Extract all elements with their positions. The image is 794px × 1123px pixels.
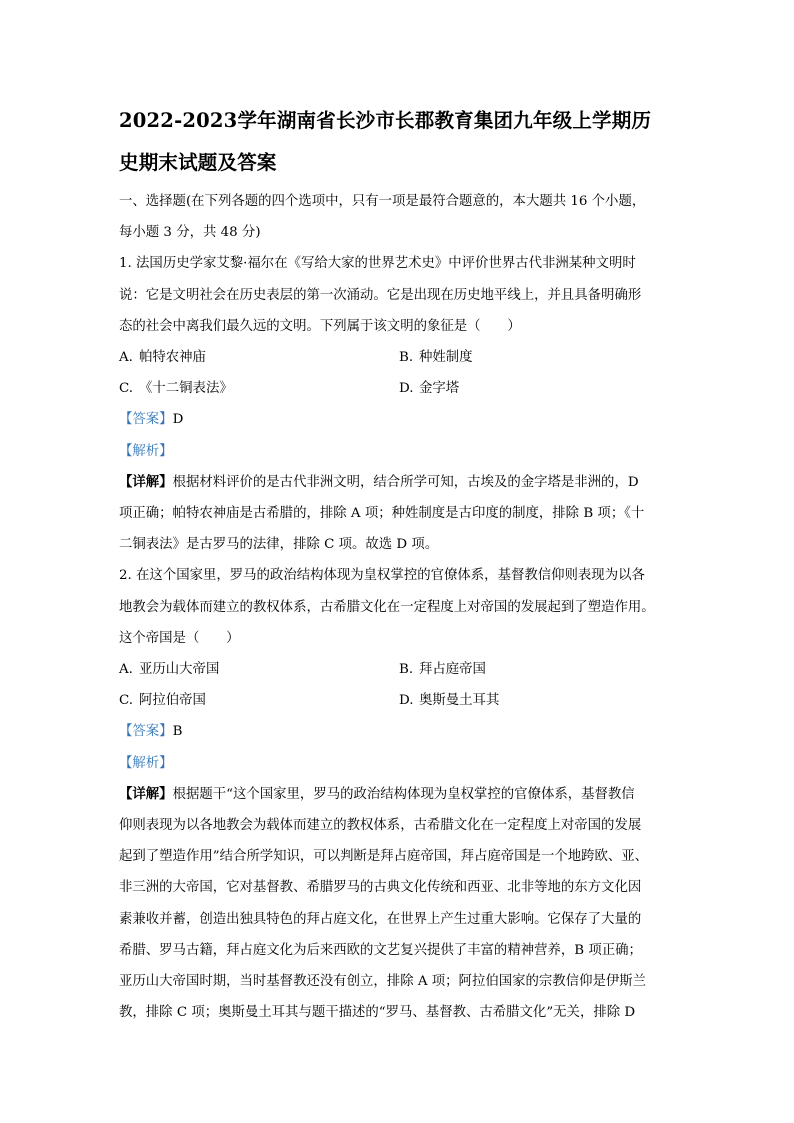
detail-label: 【详解】 [119,473,173,490]
option-d [399,685,679,716]
option-c [119,685,399,716]
option-key: D. [399,381,414,397]
option-key: A. [119,350,133,366]
option-key: B. [399,350,414,366]
analysis-line [119,748,679,779]
option-text: 金字塔 [419,381,460,397]
question-stem-line: 地教会为载体而建立的教权体系，古希腊文化在一定程度上对帝国的发展起到了塑造作用。 [119,599,655,615]
detail-line: 仰则表现为以各地教会为载体而建立的教权体系，古希腊文化在一定程度上对帝国的发展 [119,818,642,834]
detail-line: 素兼收并蓄，创造出独具特色的拜占庭文化，在世界上产生过重大影响。它保存了大量的 [119,911,642,927]
question-2 [119,560,679,1028]
option-text: 帕特农神庙 [139,350,206,366]
detail-line: 二铜表法》是古罗马的法律，排除 C 项。故选 D 项。 [119,537,439,553]
detail-line [119,467,679,498]
question-options [119,342,679,404]
answer-label: 【答案】 [119,724,173,740]
option-b [399,654,679,685]
option-a [119,342,399,373]
detail-line: 希腊、罗马古籍，拜占庭文化为后来西欧的文艺复兴提供了丰富的精神营养，B 项正确； [119,942,642,958]
analysis-line [119,436,679,467]
analysis-label: 【解析】 [119,755,173,771]
option-key: D. [399,693,414,709]
answer-label: 【答案】 [119,412,173,428]
detail-text: 根据题干“这个国家里，罗马的政治结构体现为皇权掌控的官僚体系，基督教信 [172,786,635,802]
option-c [119,373,399,404]
option-text: 阿拉伯帝国 [139,693,206,709]
section-heading [119,186,679,248]
detail-line: 教，排除 C 项；奥斯曼土耳其与题干描述的“罗马、基督教、古希腊文化”无关，排除 D [119,1005,636,1021]
option-text: 拜占庭帝国 [419,662,486,678]
option-key: C. [119,381,134,397]
detail-line [119,779,679,810]
section-heading-line-1: 一、选择题(在下列各题的四个选项中，只有一项是最符合题意的，本大题共 16 个小题， [119,194,646,209]
option-text: 奥斯曼土耳其 [419,693,500,709]
option-d [399,373,679,404]
detail-line: 亚历山大帝国时期，当时基督教还没有创立，排除 A 项；阿拉伯国家的宗教信仰是伊斯兰 [119,974,647,990]
answer-line [119,716,679,747]
detail-line: 起到了塑造作用”结合所学知识，可以判断是拜占庭帝国，拜占庭帝国是一个地跨欧、亚、 [119,849,649,865]
question-options [119,654,679,716]
document-page [119,100,679,1028]
detail-label: 【详解】 [119,785,173,802]
option-a [119,654,399,685]
title-line-2: 史期末试题及答案 [119,151,277,174]
question-stem-line: 态的社会中离我们最久远的文明。下列属于该文明的象征是（ ） [119,318,521,334]
document-title [119,100,679,184]
question-1 [119,248,679,560]
option-key: A. [119,662,133,678]
option-text: 亚历山大帝国 [139,662,220,678]
question-stem-line: 这个帝国是（ ） [119,630,240,646]
option-b [399,342,679,373]
option-key: C. [119,693,134,709]
question-stem-line: 说：它是文明社会在历史表层的第一次涌动。它是出现在历史地平线上，并且具备明确形 [119,287,642,303]
analysis-label: 【解析】 [119,443,173,459]
option-key: B. [399,662,414,678]
answer-value: D [172,412,184,428]
question-stem-line: 1. 法国历史学家艾黎·福尔在《写给大家的世界艺术史》中评价世界古代非洲某种文明时 [119,256,636,272]
question-stem-line: 2. 在这个国家里，罗马的政治结构体现为皇权掌控的官僚体系，基督教信仰则表现为以各 [119,568,645,584]
detail-line: 非三洲的大帝国，它对基督教、希腊罗马的古典文化传统和西亚、北非等地的东方文化因 [119,880,642,896]
answer-line [119,404,679,435]
detail-text: 根据材料评价的是古代非洲文明，结合所学可知，古埃及的金字塔是非洲的，D [172,474,639,490]
option-text: 种姓制度 [419,350,473,366]
detail-line: 项正确；帕特农神庙是古希腊的，排除 A 项；种姓制度是古印度的制度，排除 B 项；《十 [119,506,645,522]
title-line-1: 2022-2023学年湖南省长沙市长郡教育集团九年级上学期历 [119,109,652,132]
section-heading-line-2: 每小题 3 分，共 48 分) [119,225,261,241]
option-text: 《十二铜表法》 [139,381,233,397]
answer-value: B [172,724,183,740]
